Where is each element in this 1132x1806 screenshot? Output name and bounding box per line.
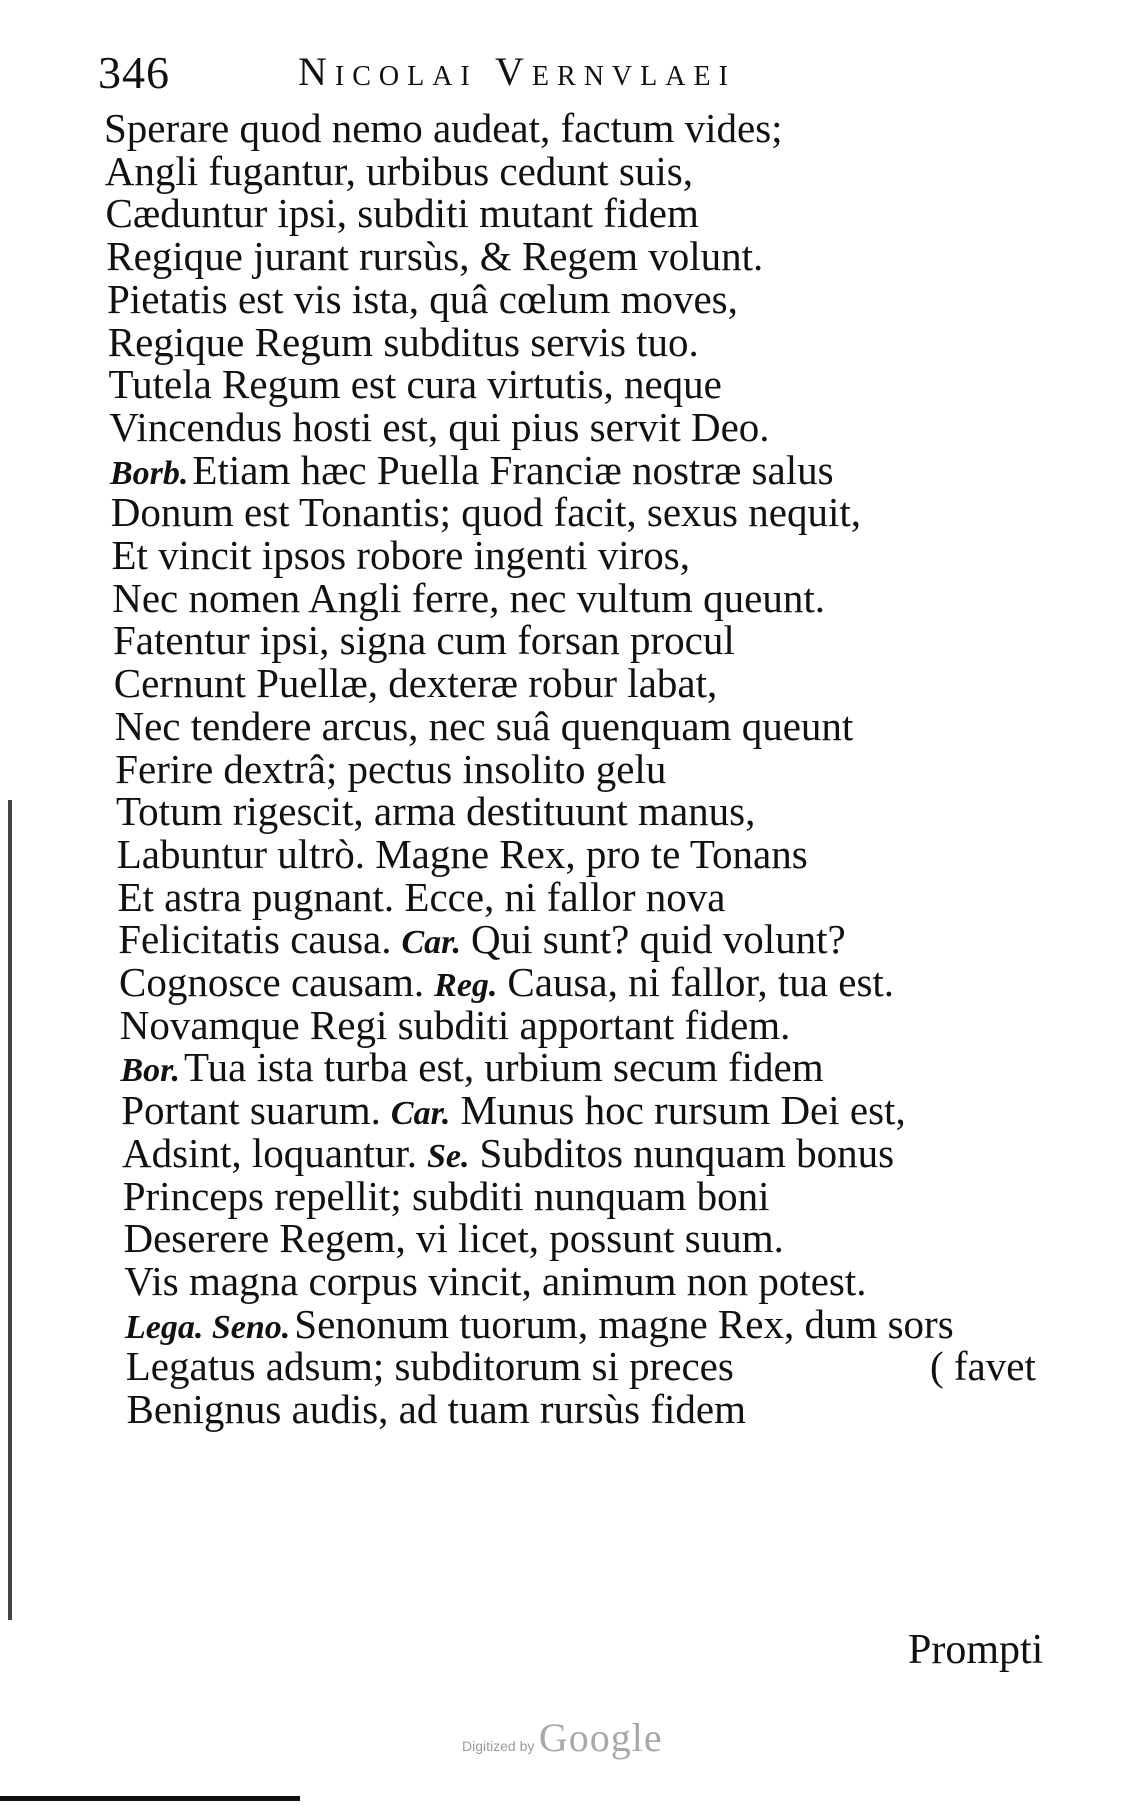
verse-text-span: Donum est Tonantis; quod facit, sexus nequit, xyxy=(110,489,861,536)
verse-line xyxy=(116,787,755,835)
verse-text-span: Felicitatis causa. xyxy=(118,916,392,963)
watermark-prefix: Digitized by xyxy=(462,1738,535,1754)
verse-text-span: Angli fugantur, urbibus cedunt suis, xyxy=(104,147,693,194)
margin-rule xyxy=(8,800,12,1620)
verse-text-span: Etiam hæc Puella Franciæ nostræ salus xyxy=(192,446,834,493)
speaker-label: Bor. xyxy=(120,1052,181,1090)
catchword: Prompti xyxy=(908,1627,1044,1673)
verse-text-span: Nec nomen Angli ferre, nec vultum queunt. xyxy=(112,574,825,621)
verse-text-span: Adsint, loquantur. xyxy=(122,1129,417,1176)
verse-text-span: Fatentur ipsi, signa cum forsan procul xyxy=(113,617,735,664)
verse-text-span: Ferire dextrâ; pectus insolito gelu xyxy=(115,745,667,792)
verse-line xyxy=(114,659,718,707)
verse-line xyxy=(117,830,808,878)
verse-text-span: Sperare quod nemo audeat, factum vides; xyxy=(104,105,783,151)
speaker-label: Se. xyxy=(426,1137,470,1175)
verse-line xyxy=(115,745,666,793)
verse-text-span: Novamque Regi subditi apportant fidem. xyxy=(119,1001,791,1048)
verse-text-span: Et astra pugnant. Ecce, ni fallor nova xyxy=(117,873,726,920)
verse-text-span: Qui sunt? quid volunt? xyxy=(471,916,846,963)
verse-line xyxy=(107,275,738,323)
turnover-text: ( favet xyxy=(930,1343,1036,1390)
verse-line xyxy=(106,189,699,237)
verse-line xyxy=(118,873,726,921)
speaker-label: Reg. xyxy=(434,967,498,1004)
verse-text-span: Tutela Regum est cura virtutis, neque xyxy=(108,361,722,408)
page-number: 346 xyxy=(98,47,170,98)
speaker-label: Car. xyxy=(401,924,462,962)
verse-text-span: Causa, ni fallor, tua est. xyxy=(507,959,895,1005)
verse-line xyxy=(111,488,861,536)
verse-line xyxy=(120,1001,791,1049)
verse-line xyxy=(123,1172,770,1220)
verse-line xyxy=(105,147,693,195)
verse-line xyxy=(124,1214,784,1262)
verse-text-span: Cæduntur ipsi, subditi mutant fidem xyxy=(105,190,699,237)
verse-text-span: Senonum tuorum, magne Rex, dum sors xyxy=(294,1300,954,1347)
verse-text-span: Et vincit ipsos robore ingenti viros, xyxy=(111,532,690,578)
google-logo: Google xyxy=(538,1715,663,1760)
verse-text-span: Munus hoc rursum Dei est, xyxy=(460,1087,906,1134)
verse-line xyxy=(126,1342,734,1390)
verse-text-span: Portant suarum. xyxy=(121,1087,381,1134)
verse-text-span: Subditos nunquam bonus xyxy=(479,1129,895,1176)
digitized-watermark xyxy=(462,1714,663,1761)
verse-line xyxy=(106,232,763,280)
verse-line xyxy=(113,616,735,664)
verse-text-span: Benignus audis, ad tuam rursùs fidem xyxy=(126,1386,746,1432)
verse-line xyxy=(108,318,699,366)
verse-text-span: Vincendus hosti est, qui pius servit Deo. xyxy=(109,403,770,450)
verse-text-span: Tua ista turba est, urbium secum fidem xyxy=(184,1044,824,1091)
verse-text-span: Regique jurant rursùs, & Regem volunt. xyxy=(106,233,764,280)
verse-text-span: Labuntur ultrò. Magne Rex, pro te Tonans xyxy=(116,830,808,877)
verse-text-span: Regique Regum subditus servis tuo. xyxy=(107,318,699,365)
verse-text-span: Totum rigescit, arma destituunt manus, xyxy=(116,788,756,835)
verse-text-span: Cognosce causam. xyxy=(119,959,425,1005)
verse-line xyxy=(127,1385,746,1433)
verse-text-span: Deserere Regem, vi licet, possunt suum. xyxy=(123,1215,784,1262)
verse-line xyxy=(109,403,769,451)
speaker-label: Car. xyxy=(390,1095,451,1133)
verse-line xyxy=(112,531,690,579)
verse-line xyxy=(124,1257,866,1305)
speaker-label: Borb. xyxy=(110,454,189,492)
verse-line xyxy=(104,104,783,152)
verse-line xyxy=(112,574,825,622)
verse-text-span: Cernunt Puellæ, dexteræ robur labat, xyxy=(113,660,718,707)
verse-text-span: Princeps repellit; subditi nunquam boni xyxy=(122,1172,770,1219)
verse-line xyxy=(109,360,722,408)
speaker-label: Lega. Seno. xyxy=(125,1308,291,1346)
verse-line xyxy=(115,702,854,750)
verse-text-span: Legatus adsum; subditorum si preces xyxy=(125,1343,734,1390)
verse-text-span: Nec tendere arcus, nec suâ quenquam queunt xyxy=(114,702,854,749)
running-head: Nicolai Vernvlaei xyxy=(298,49,736,94)
bottom-rule xyxy=(0,1796,300,1801)
verse-text-span: Vis magna corpus vincit, animum non potest. xyxy=(124,1257,867,1304)
verse-text-span: Pietatis est vis ista, quâ cœlum moves, xyxy=(107,275,738,322)
